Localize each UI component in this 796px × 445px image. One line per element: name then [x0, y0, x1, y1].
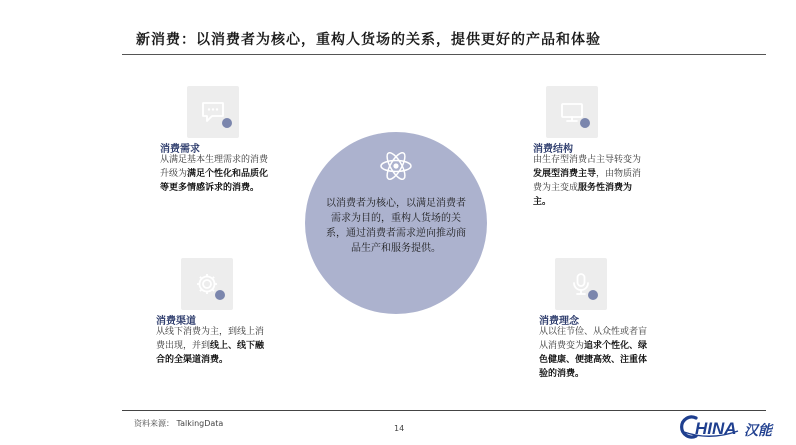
structure-title: 消费结构 [533, 144, 573, 155]
channel-dot [215, 290, 225, 300]
demand-text: 从满足基本生理需求的消费升级为满足个性化和品质化等更多情感诉求的消费。 [160, 155, 269, 193]
china-logo-icon [680, 413, 780, 441]
demand-dot [222, 118, 232, 128]
atom-icon [378, 148, 414, 184]
demand-icon-box [187, 86, 239, 138]
title-divider [122, 54, 766, 55]
structure-icon-box [546, 86, 598, 138]
concept-dot [588, 290, 598, 300]
source-note: 资料来源： TalkingData [134, 419, 224, 428]
concept-icon-box [555, 258, 607, 310]
channel-icon-box [181, 258, 233, 310]
footer-divider [122, 410, 766, 411]
center-text: 以消费者为核心，以满足消费者需求为目的，重构人货场的关系，通过消费者需求逆向推动商品生产和服务提供。 [326, 198, 466, 254]
channel-title: 消费渠道 [156, 316, 196, 327]
concept-text: 从以往节俭、从众性或者盲从消费变为追求个性化、绿色健康、便捷高效、注重体验的消费。 [539, 327, 648, 379]
structure-text: 由生存型消费占主导转变为发展型消费主导，由物质消费为主变成服务性消费为主。 [533, 155, 642, 207]
structure-dot [580, 118, 590, 128]
concept-title: 消费理念 [539, 316, 579, 327]
page-title: 新消费：以消费者为核心，重构人货场的关系，提供更好的产品和体验 [136, 32, 601, 48]
channel-text: 从线下消费为主，到线上消费出现，并到线上、线下融合的全渠道消费。 [156, 327, 265, 365]
logo-text: HINA [695, 419, 737, 438]
demand-title: 消费需求 [160, 144, 200, 155]
page-number: 14 [394, 424, 405, 433]
logo-glyph: 汉能 [744, 423, 772, 439]
